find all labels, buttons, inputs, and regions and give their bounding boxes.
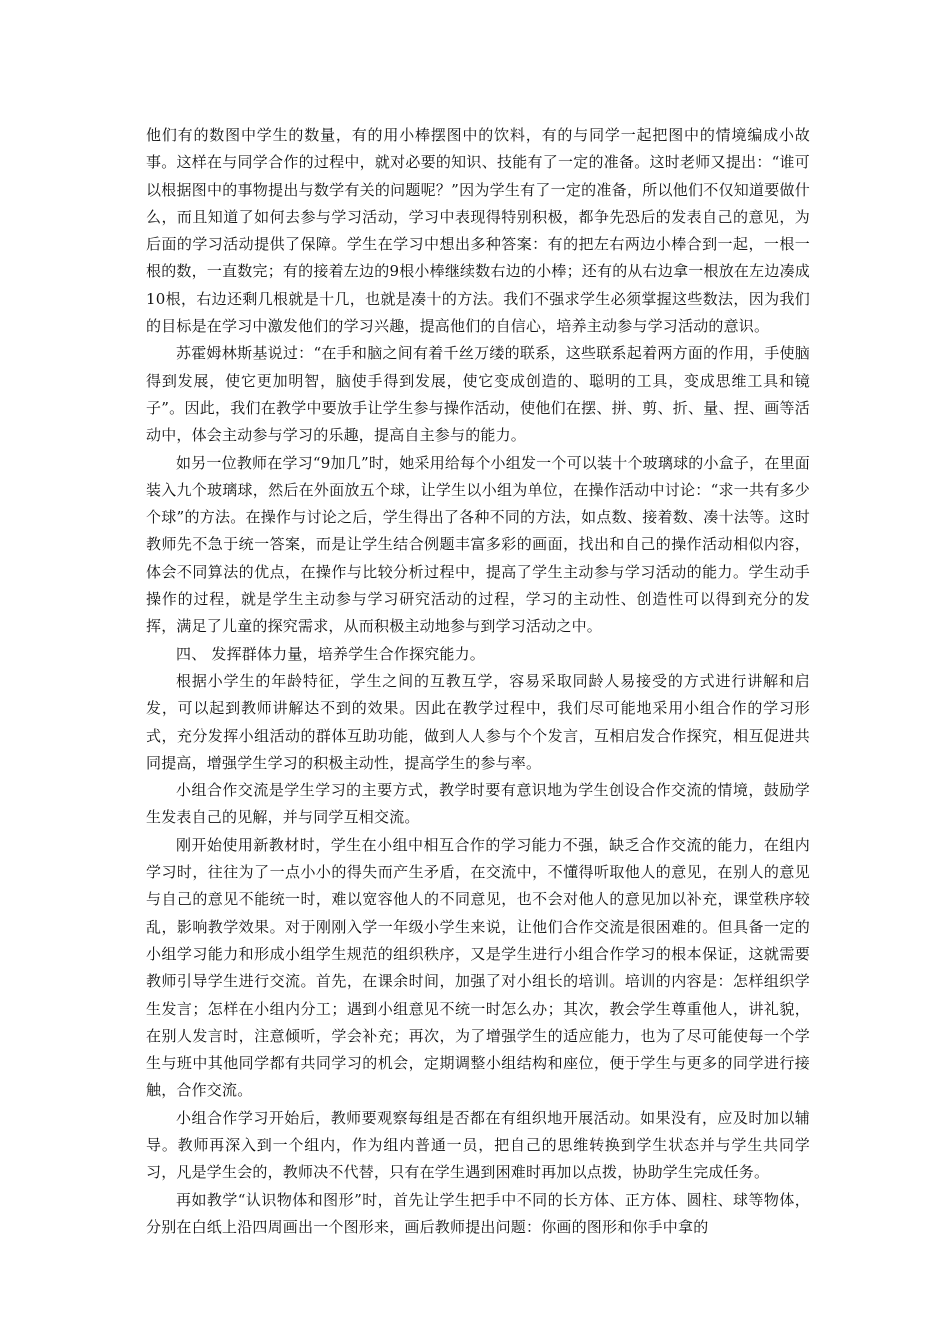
paragraph-9-plus-example: 如另一位教师在学习“9加几”时，她采用给每个小组发一个可以装十个玻璃球的小盒子，在里面装入九个玻璃球，然后在外面放五个球，让学生以小组为单位，在操作活动中讨论：“求一共有多少个球”的方法。在操作与讨论之后，学生得出了各种不同的方法，如点数、接着数、凑十法等。这时教师先不急于统一答案，而是让学生结合例题丰富多彩的画面，找出和自己的操作活动相似内容，体会不同算法的优点，在操作与比较分析过程中，提高了学生主动参与学习活动的能力。学生动手操作的过程，就是学生主动参与学习研究活动的过程，学习的主动性、创造性可以得到充分的发挥，满足了儿童的探究需求，从而积极主动地参与到学习活动之中。 — [146, 453, 810, 636]
paragraph-teacher-observation: 小组合作学习开始后，教师要观察每组是否都在有组织地开展活动。如果没有，应及时加以辅导。教师再深入到一个组内，作为组内普通一员，把自己的思维转换到学生状态并与学生共同学习，凡是学生会的，教师决不代替，只有在学生遇到困难时再加以点拨，协助学生完成任务。 — [146, 1108, 810, 1182]
document-body — [146, 122, 810, 1241]
paragraph-continued: 他们有的数图中学生的数量，有的用小棒摆图中的饮料，有的与同学一起把图中的情境编成小故事。这样在与同学合作的过程中，就对必要的知识、技能有了一定的准备。这时老师又提出：“谁可以根据图中的事物提出与数学有关的问题呢？”因为学生有了一定的准备，所以他们不仅知道要做什么，而且知道了如何去参与学习活动，学习中表现得特别积极，都争先恐后的发表自己的意见，为后面的学习活动提供了保障。学生在学习中想出多种答案：有的把左右两边小棒合到一起，一根一根的数，一直数完；有的接着左边的9根小棒继续数右边的小棒；还有的从右边拿一根放在左边凑成10根，右边还剩几根就是十几，也就是凑十的方法。我们不强求学生必须掌握这些数法，因为我们的目标是在学习中激发他们的学习兴趣，提高他们的自信心，培养主动参与学习活动的意识。 — [146, 126, 810, 336]
section-heading-4: 四、 发挥群体力量，培养学生合作探究能力。 — [176, 644, 485, 663]
paragraph-peer-learning: 根据小学生的年龄特征，学生之间的互教互学，容易采取同龄人易接受的方式进行讲解和启发，可以起到教师讲解达不到的效果。因此在教学过程中，我们尽可能地采用小组合作的学习形式，充分发挥小组活动的群体互助功能，做到人人参与个个发言，互相启发合作探究，相互促进共同提高，增强学生学习的积极主动性，提高学生的参与率。 — [146, 671, 810, 772]
paragraph-new-textbook: 刚开始使用新教材时，学生在小组中相互合作的学习能力不强，缺乏合作交流的能力，在组内学习时，往往为了一点小小的得失而产生矛盾，在交流中，不懂得听取他人的意见，在别人的意见与自己的意见不能统一时，难以宽容他人的不同意见，也不会对他人的意见加以补充，课堂秩序较乱，影响教学效果。对于刚刚入学一年级小学生来说，让他们合作交流是很困难的。但具备一定的小组学习能力和形成小组学生规范的组织秩序，又是学生进行小组合作学习的根本保证，这就需要教师引导学生进行交流。首先，在课余时间，加强了对小组长的培训。培训的内容是：怎样组织学生发言；怎样在小组内分工；遇到小组意见不统一时怎么办；其次，教会学生尊重他人，讲礼貌，在别人发言时，注意倾听，学会补充；再次，为了增强学生的适应能力，也为了尽可能使每一个学生与班中其他同学都有共同学习的机会，定期调整小组结构和座位，便于学生与更多的同学进行接触，合作交流。 — [146, 835, 810, 1100]
paragraph-shapes-example: 再如教学“认识物体和图形”时，首先让学生把手中不同的长方体、正方体、圆柱、球等物体，分别在白纸上沿四周画出一个图形来，画后教师提出问题：你画的图形和你手中拿的 — [146, 1190, 810, 1236]
paragraph-group-communication: 小组合作交流是学生学习的主要方式，教学时要有意识地为学生创设合作交流的情境，鼓励学生发表自己的见解，并与同学互相交流。 — [146, 781, 810, 827]
paragraph-suhomlinsky-quote: 苏霍姆林斯基说过：“在手和脑之间有着千丝万缕的联系，这些联系起着两方面的作用，手使脑得到发展，使它更加明智，脑使手得到发展，使它变成创造的、聪明的工具，变成思维工具和镜子”。因此，我们在教学中要放手让学生参与操作活动，使他们在摆、拼、剪、折、量、捏、画等活动中，体会主动参与学习的乐趣，提高自主参与的能力。 — [146, 344, 810, 445]
